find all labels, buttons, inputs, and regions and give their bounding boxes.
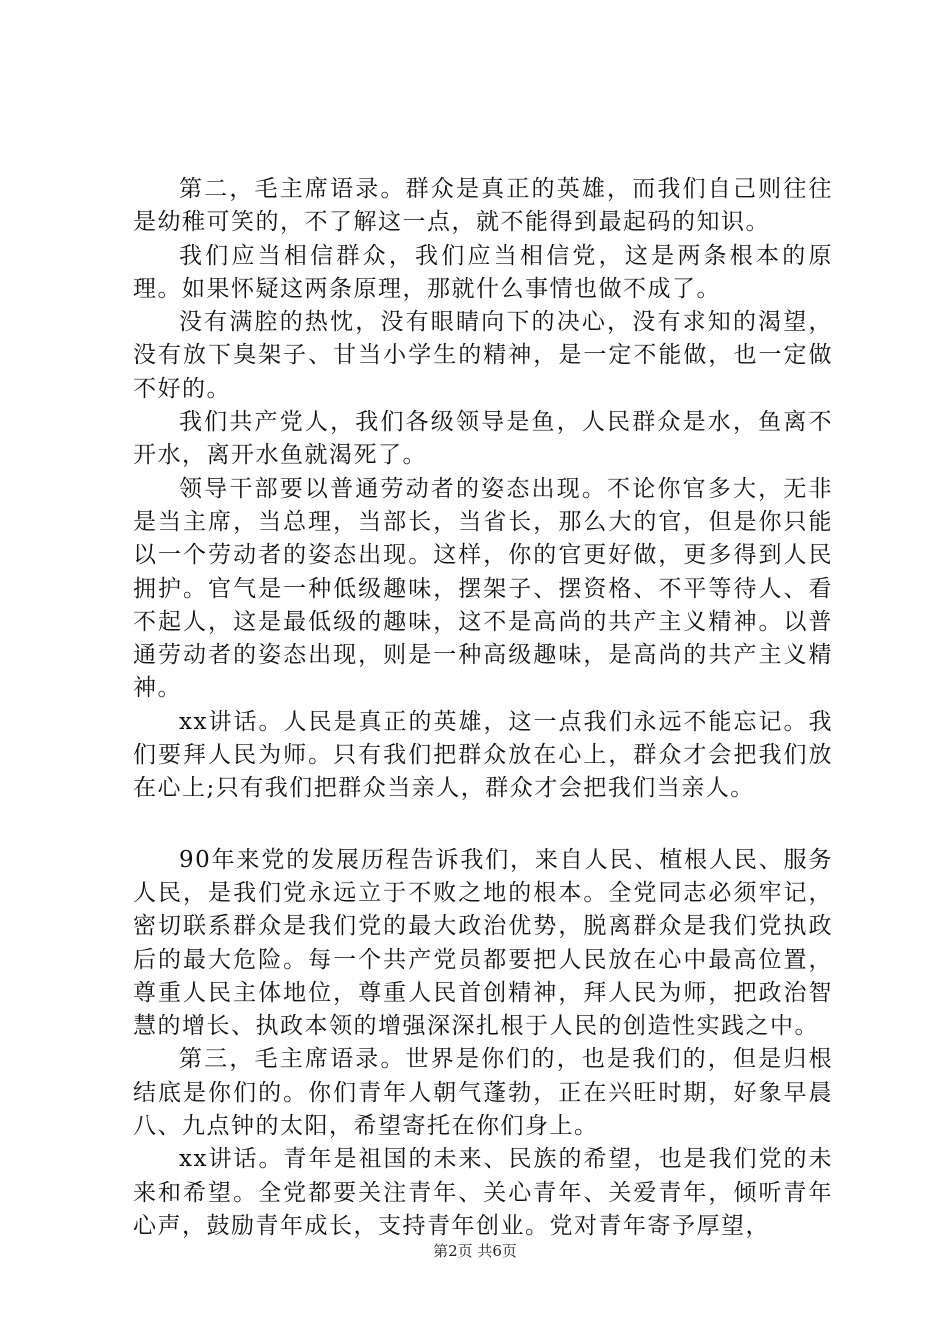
paragraph: 90年来党的发展历程告诉我们，来自人民、植根人民、服务人民，是我们党永远立于不败之地的根本。全党同志必须牢记，密切联系群众是我们党的最大政治优势，脱离群众是我们党执政后的最大危险。每一个共产党员都要把人民放在心中最高位置，尊重人民主体地位，尊重人民首创精神，拜人民为师，把政治智慧的增长、执政本领的增强深深扎根于人民的创造性实践之中。 bbox=[133, 846, 833, 1040]
paragraph: xx讲话。人民是真正的英雄，这一点我们永远不能忘记。我们要拜人民为师。只有我们把群众放在心上，群众才会把我们放在心上;只有我们把群众当亲人，群众才会把我们当亲人。 bbox=[133, 708, 833, 802]
page-footer: 第2页 共6页 bbox=[433, 1242, 517, 1260]
paragraph: 我们共产党人，我们各级领导是鱼，人民群众是水，鱼离不开水，离开水鱼就渴死了。 bbox=[133, 409, 833, 469]
paragraph: 第二，毛主席语录。群众是真正的英雄，而我们自己则往往是幼稚可笑的，不了解这一点，就不能得到最起码的知识。 bbox=[133, 176, 833, 236]
document-body bbox=[133, 173, 833, 1243]
paragraph: 我们应当相信群众，我们应当相信党，这是两条根本的原理。如果怀疑这两条原理，那就什么事情也做不成了。 bbox=[133, 242, 833, 302]
paragraph: xx讲话。青年是祖国的未来、民族的希望，也是我们党的未来和希望。全党都要关注青年、关心青年、关爱青年，倾听青年心声，鼓励青年成长，支持青年创业。党对青年寄予厚望， bbox=[133, 1146, 833, 1239]
paragraph: 没有满腔的热忱，没有眼睛向下的决心，没有求知的渴望，没有放下臭架子、甘当小学生的精神，是一定不能做，也一定做不好的。 bbox=[133, 309, 833, 402]
paragraph: 领导干部要以普通劳动者的姿态出现。不论你官多大，无非是当主席，当总理，当部长，当省长，那么大的官，但是你只能以一个劳动者的姿态出现。这样，你的官更好做，更多得到人民拥护。官气是一种低级趣味，摆架子、摆资格、不平等待人、看不起人，这是最低级的趣味，这不是高尚的共产主义精神。以普通劳动者的姿态出现，则是一种高级趣味，是高尚的共产主义精神。 bbox=[133, 475, 833, 702]
paragraph: 第三，毛主席语录。世界是你们的，也是我们的，但是归根结底是你们的。你们青年人朝气蓬勃，正在兴旺时期，好象早晨八、九点钟的太阳，希望寄托在你们身上。 bbox=[133, 1046, 833, 1140]
